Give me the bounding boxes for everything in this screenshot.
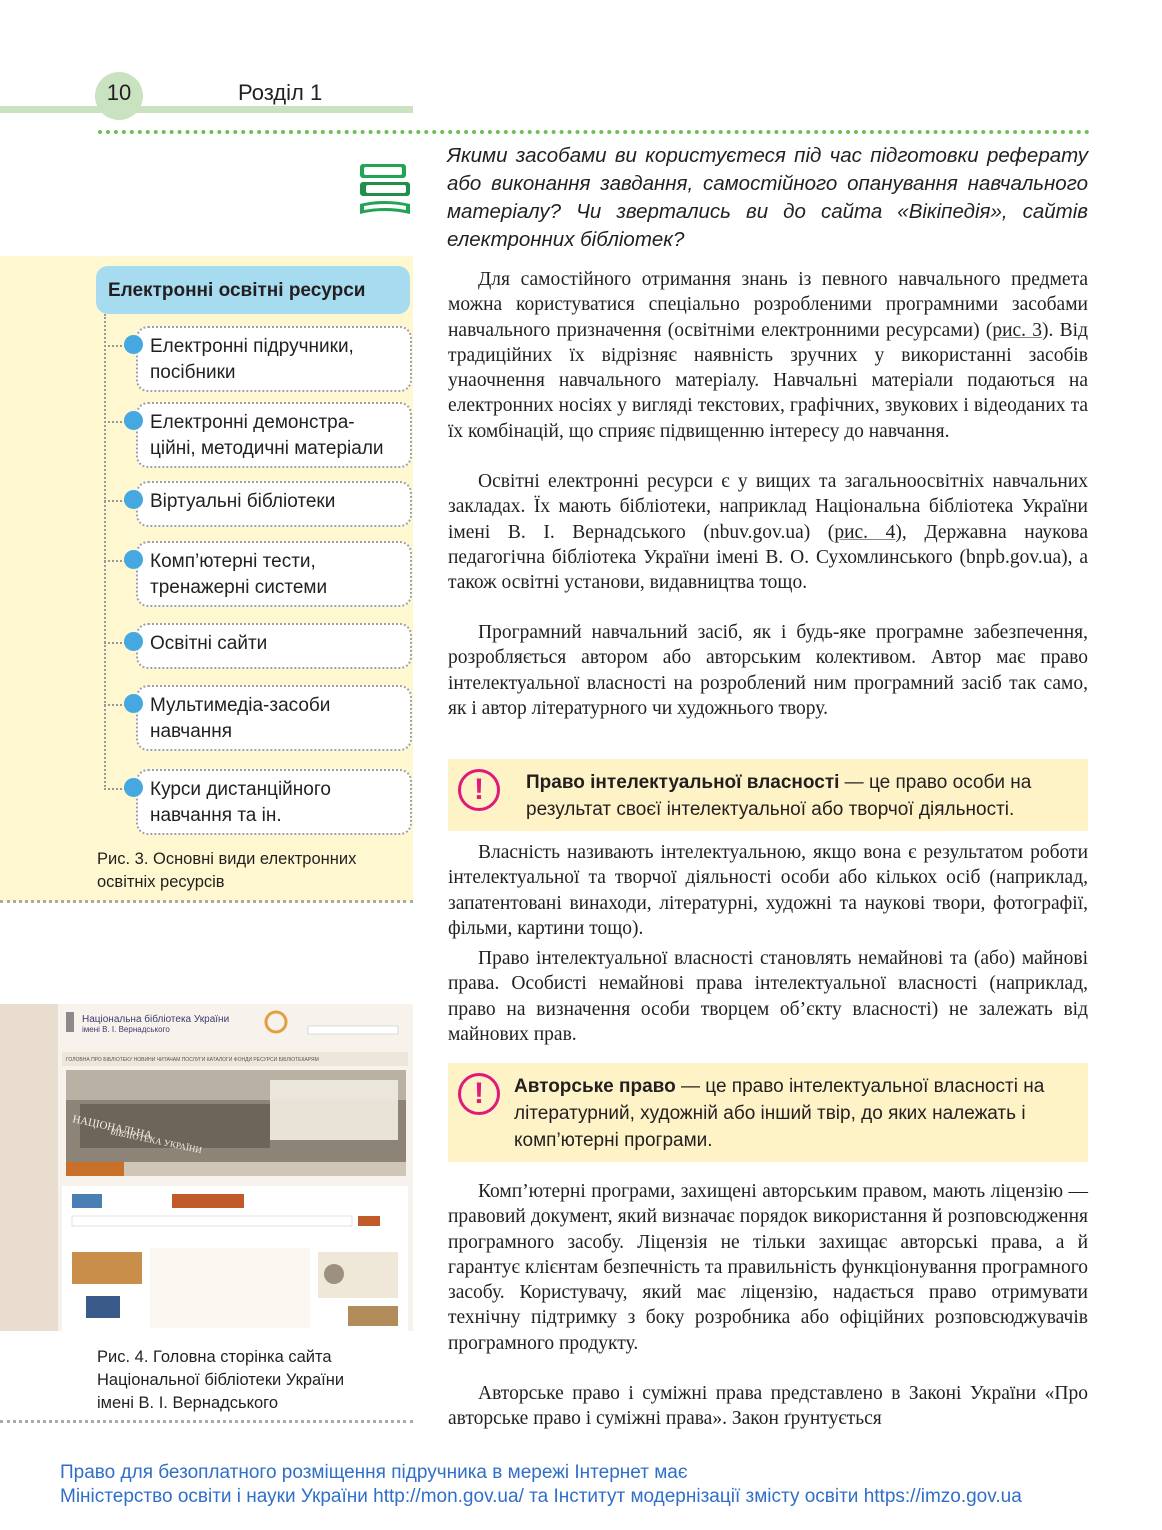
bullet-dot	[124, 335, 143, 354]
diagram-item	[136, 769, 412, 835]
site-subtitle: імені В. І. Вернадського	[82, 1025, 170, 1034]
item-line: навчання	[150, 721, 233, 742]
item-line: Електронні демонстра-	[150, 412, 355, 433]
figure-4-caption: Рис. 4. Головна сторінка сайта Національної бібліотеки України імені В. І. Вернадського	[97, 1348, 345, 1412]
item-line: ційні, методичні матеріали	[150, 438, 384, 459]
definition: — це право особи на результат своєї інтелектуальної або творчої діяльності.	[526, 772, 1032, 820]
connector-branch	[104, 560, 126, 562]
figure-ref-link[interactable]: рис. 4	[834, 521, 896, 543]
item-line: Електронні підручники,	[150, 336, 354, 357]
diagram-item	[136, 623, 412, 669]
diagram-item	[136, 685, 412, 751]
diagram-connector	[104, 314, 106, 790]
exclamation-icon: !	[458, 1073, 500, 1115]
connector-branch	[104, 421, 126, 423]
exclamation-icon: !	[458, 769, 500, 811]
connector-branch	[104, 500, 126, 502]
bullet-dot	[124, 778, 143, 797]
item-line: навчання та ін.	[150, 805, 282, 826]
connector-branch	[104, 345, 126, 347]
footer-notice: Право для безоплатного розміщення підручника в мережі Інтернет має	[60, 1462, 688, 1483]
diagram-item	[136, 402, 412, 468]
connector-branch	[104, 788, 126, 790]
definition-callout	[448, 1063, 1088, 1162]
item-line: Мультимедіа-засоби	[150, 695, 331, 716]
diagram-title: Електронні освітні ресурси	[108, 280, 366, 301]
svg-text:БІБЛІОТЕКА УКРАЇНИ: БІБЛІОТЕКА УКРАЇНИ	[109, 1126, 203, 1156]
books-icon	[356, 160, 414, 224]
dotted-divider	[0, 1420, 413, 1423]
bullet-dot	[124, 550, 143, 569]
bullet-dot	[124, 490, 143, 509]
paragraph: Власність називають інтелектуальною, якщо вона є результатом роботи інтелектуальної та творчої діяльності особи або кількох осіб (наприклад, запатентовані винаходи, літературні, художні та наукові твори, фотографії, фільми, картини тощо).	[448, 842, 1088, 939]
paragraph: Право інтелектуальної власності становлять немайнові та (або) майнові права. Особисті немайнові права інтелектуальної власності (наприклад, право на визначення особи творцем об’єкту власності) не залежать від майнових прав.	[448, 948, 1088, 1045]
item-line: Комп’ютерні тести,	[150, 551, 316, 572]
connector-branch	[104, 704, 126, 706]
diagram-item	[136, 541, 412, 607]
dotted-divider	[98, 130, 1090, 134]
paragraph: Комп’ютерні програми, захищені авторським правом, мають ліцензію — правовий документ, який визначає порядок використання й розповсюдження програмного засобу. Ліцензія не тільки захищає авторські права, а й гарантує клієнтам безпечність та правильність функціонування програмного засобу. Користувачу, який має ліцензію, надається право отримувати технічну підтримку з боку розробника або офіційних розповсюджувачів програмного продукту.	[448, 1181, 1088, 1354]
page-number: 10	[106, 80, 132, 105]
item-line: Курси дистанційного	[150, 779, 331, 800]
site-title: Національна бібліотека України	[82, 1014, 230, 1025]
paragraph: Програмний навчальний засіб, як і будь-яке програмне забезпечення, розробляється автором або авторським колективом. Автор має право інтелектуальної власності на розроблений ним програмний засіб так само, як і автор літературного чи художнього твору.	[448, 622, 1088, 719]
paragraph: Для самостійного отримання знань із певного навчального предмета можна користуватися спеціально розробленими програмними засобами навчального призначення (освітніми електронними ресурсами) (рис. 3). Від традиційних їх відрізняє наявність зручних у використанні засобів унаочнення навчального матеріалу. Навчальні матеріали подаються на електронних носіях у вигляді текстових, графічних, звукових і відеоданих та їх комбінацій, що сприяє підвищенню інтересу до навчання.	[448, 269, 1088, 442]
diagram-item	[136, 326, 412, 392]
diagram-item	[136, 481, 412, 527]
bullet-dot	[124, 632, 143, 651]
library-website-screenshot	[0, 1004, 413, 1331]
paragraph: Освітні електронні ресурси є у вищих та загальноосвітніх навчальних закладах. Їх мають бібліотеки, наприклад Національна бібліотека України імені В. І. Вернадського (nbuv.gov.ua) (рис. 4), Державна наукова педагогічна бібліотека України імені В. О. Сухомлинського (bnpb.gov.ua), а також освітні установи, видавництва тощо.	[448, 471, 1088, 594]
intro-question: Якими засобами ви користуєтеся під час підготовки реферату або виконання завдання, самостійного опанування навчального матеріалу? Чи звертались ви до сайта «Вікіпедія», сайтів електронних бібліотек?	[447, 144, 1088, 251]
definition: — це право інтелектуальної власності на літературний, художній або інший твір, до яких належать і комп’ютерні програми.	[514, 1076, 1045, 1151]
figure-ref-link[interactable]: рис. 3	[992, 319, 1043, 341]
svg-text:НАЦІОНАЛЬНА: НАЦІОНАЛЬНА	[71, 1113, 154, 1142]
definition-callout	[448, 759, 1088, 831]
term: Авторське право	[514, 1076, 676, 1097]
footer-notice: Міністерство освіти і науки України http://mon.gov.ua/ та Інститут модернізації змісту освіти https://imzo.gov.ua	[60, 1486, 1022, 1507]
dotted-divider	[0, 900, 413, 903]
figure-3-caption: Рис. 3. Основні види електронних освітніх ресурсів	[97, 850, 357, 891]
item-line: Віртуальні бібліотеки	[150, 491, 336, 512]
item-line: Освітні сайти	[150, 633, 268, 654]
item-line: тренажерні системи	[150, 577, 328, 598]
item-line: посібники	[150, 362, 236, 383]
bullet-dot	[124, 411, 143, 430]
paragraph: Авторське право і суміжні права представлено в Законі України «Про авторське право і суміжні права». Закон ґрунтується	[448, 1383, 1088, 1430]
connector-branch	[104, 642, 126, 644]
term: Право інтелектуальної власності	[526, 772, 840, 793]
site-nav: ГОЛОВНА ПРО БІБЛІОТЕКУ НОВИНИ ЧИТАЧАМ ПОСЛУГИ КАТАЛОГИ ФОНДИ РЕСУРСИ БІБЛІОТЕКАРЯМ	[66, 1057, 319, 1063]
bullet-dot	[124, 694, 143, 713]
header-bar	[0, 106, 413, 113]
section-title: Розділ 1	[238, 80, 323, 105]
